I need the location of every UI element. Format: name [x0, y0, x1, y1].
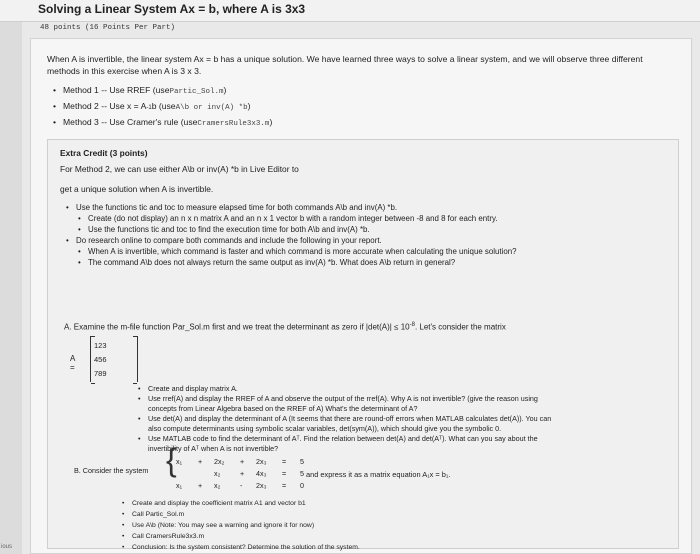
equation-row: x₁ + 2x₂ + 2x₃ = 5 — [176, 457, 304, 466]
page-title: Solving a Linear System Ax = b, where A is 3x3 — [38, 2, 306, 16]
matrix-cell: 3 — [102, 340, 107, 350]
left-sidebar — [0, 22, 22, 554]
method-tail: ) — [223, 85, 227, 95]
matrix-cell: 9 — [102, 368, 107, 378]
list-item: • Create and display the coefficient matrix A1 and vector b1 — [122, 500, 306, 507]
matrix-cell: 2 — [98, 340, 103, 350]
methods-list — [53, 83, 272, 131]
equation-row: x₂ + 4x₃ = 5 — [214, 469, 304, 478]
intro-text: When A is invertible, the linear system Ax = b has a unique solution. We have learned three ways to solve a linear system, and we will observe three different methods in this exercise when A is 3 x 3. — [47, 54, 643, 76]
side-label: ious — [1, 544, 13, 550]
matrix-cell: 5 — [98, 354, 103, 364]
method-item: • Method 1 -- Use RREF (use Partic_Sol.m ) — [53, 83, 272, 99]
list-item: • Call CramersRule3x3.m — [122, 533, 205, 540]
list-item: • Use MATLAB code to find the determinant of Aᵀ. Find the relation between det(A) and det(Aᵀ). What can you say about the — [138, 434, 538, 443]
list-item: • When A is invertible, which command is faster and which command is more accurate when calculating the unique solution? — [78, 247, 517, 256]
method-code: Partic_Sol.m — [169, 88, 224, 96]
matrix-cell: 1 — [94, 340, 99, 350]
extra-credit-line: get a unique solution when A is invertible. — [60, 184, 214, 194]
extra-credit-line: For Method 2, we can use either A\b or inv(A) *b in Live Editor to — [60, 164, 299, 174]
method-item: • Method 2 -- Use x = A $_{-1}$ b (use A\b or inv(A) *b ) — [53, 99, 272, 115]
matrix-cell: 8 — [98, 368, 103, 378]
list-item: concepts from Linear Algebra based on the RREF of A) What's the determinant of A? — [148, 404, 418, 413]
list-item: • Conclusion: Is the system consistent? Determine the solution of the system. — [122, 544, 360, 551]
extra-credit-title: Extra Credit (3 points) — [60, 148, 148, 158]
method-tail: ) — [247, 101, 251, 111]
list-item: • Do research online to compare both commands and include the following in your report. — [66, 236, 382, 245]
part-b-express: and express it as a matrix equation A₁x = b₁. — [306, 470, 451, 479]
question-panel — [30, 38, 692, 554]
extra-credit-bullets — [66, 202, 517, 268]
method-label: Method 3 -- Use Cramer's rule (use — [63, 117, 198, 127]
method-label: Method 1 -- Use RREF (use — [63, 85, 170, 95]
matrix-label: A = — [70, 354, 75, 372]
points-header: 48 points (16 Points Per Part) — [40, 24, 176, 32]
list-item: • Call Partic_Sol.m — [122, 511, 185, 518]
matrix-cell: 4 — [94, 354, 99, 364]
list-item: also compute determinants using symbolic scalar variables, det(sym(A)), which should give you the symbolic 0. — [148, 424, 502, 433]
list-item: • The command A\b does not always return the same output as inv(A) *b. What does A\b return in general? — [78, 258, 456, 267]
matrix-cell: 6 — [102, 354, 107, 364]
part-a-heading: A. Examine the m-file function Par_Sol.m first and we treat the determinant as zero if $|\det(A)| \le 10^{-8}$. Let's consider the matrix — [64, 322, 506, 332]
list-item: invertibility of Aᵀ when A is not invertible? — [148, 444, 279, 453]
method-code: CramersRule3x3.m — [197, 120, 270, 128]
list-item: • Use the functions tic and toc to find the execution time for both A\b and inv(A) *b. — [78, 225, 370, 234]
method-tail: ) — [269, 117, 273, 127]
list-item: • Use rref(A) and display the RREF of A and observe the output of the rref(A). Why A is not invertible? (give the reason using — [138, 394, 538, 403]
part-a-bullets — [138, 384, 551, 454]
brace-glyph: { — [166, 442, 177, 478]
method-code: A\b or inv(A) *b — [175, 104, 248, 112]
matrix-table — [94, 338, 107, 380]
part-b-label: B. Consider the system — [74, 466, 149, 475]
part-b-bullets — [122, 498, 360, 553]
list-item: • Create (do not display) an n x n matrix A and an n x 1 vector b with a random integer between -8 and 8 for each entry. — [78, 214, 498, 223]
matrix-cell: 7 — [94, 368, 99, 378]
list-item: • Use A\b (Note: You may see a warning and ignore it for now) — [122, 522, 315, 529]
method-mid: b (use — [151, 101, 176, 111]
list-item: • Use det(A) and display the determinant of A (It seems that there are round-off errors when MATLAB calculates det(A)). You can — [138, 414, 552, 423]
method-item: • Method 3 -- Use Cramer's rule (use CramersRule3x3.m ) — [53, 115, 272, 131]
list-item: • Use the functions tic and toc to measure elapsed time for both commands A\b and inv(A) *b. — [66, 203, 398, 212]
title-bar — [0, 0, 700, 22]
extra-credit-box — [47, 139, 679, 549]
equation-row: x₁ + x₂ - 2x₃ = 0 — [176, 481, 304, 490]
method-label: Method 2 -- Use x = A — [63, 101, 147, 111]
method-sup: -1 — [146, 105, 152, 111]
list-item: • Create and display matrix A. — [138, 384, 238, 393]
